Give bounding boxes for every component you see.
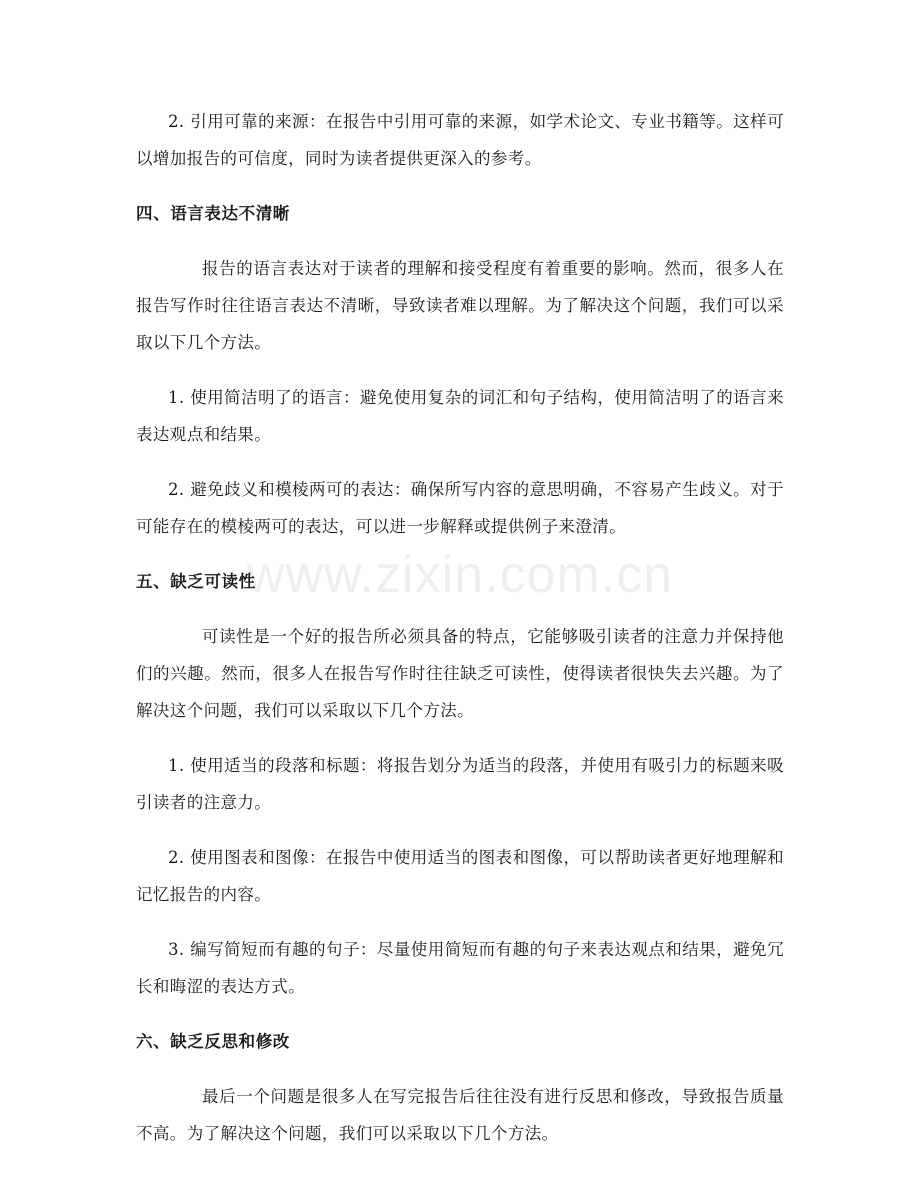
list-item: 1. 使用适当的段落和标题：将报告划分为适当的段落，并使用有吸引力的标题来吸引读者的注意力。 <box>136 756 784 812</box>
watermark: www.zixin.com.cn <box>246 546 674 604</box>
paragraph: 最后一个问题是很多人在写完报告后往往没有进行反思和修改，导致报告质量不高。为了解决这个问题，我们可以采取以下几个方法。 <box>136 1087 784 1143</box>
list-item: 3. 编写简短而有趣的句子：尽量使用简短而有趣的句子来表达观点和结果，避免冗长和晦涩的表达方式。 <box>136 940 784 996</box>
document-body <box>136 103 784 1170</box>
list-item: 2. 使用图表和图像：在报告中使用适当的图表和图像，可以帮助读者更好地理解和记忆报告的内容。 <box>136 848 784 904</box>
paragraph: 可读性是一个好的报告所必须具备的特点，它能够吸引读者的注意力并保持他们的兴趣。然而，很多人在报告写作时往往缺乏可读性，使得读者很快失去兴趣。为了解决这个问题，我们可以采取以下几个方法。 <box>136 627 784 720</box>
section-heading: 四、语言表达不清晰 <box>136 204 290 223</box>
section-heading: 六、缺乏反思和修改 <box>136 1032 290 1051</box>
paragraph: 报告的语言表达对于读者的理解和接受程度有着重要的影响。然而，很多人在报告写作时往往语言表达不清晰，导致读者难以理解。为了解决这个问题，我们可以采取以下几个方法。 <box>136 259 784 352</box>
list-item: 1. 使用简洁明了的语言：避免使用复杂的词汇和句子结构，使用简洁明了的语言来表达观点和结果。 <box>136 388 784 444</box>
list-item: 2. 避免歧义和模棱两可的表达：确保所写内容的意思明确，不容易产生歧义。对于可能存在的模棱两可的表达，可以进一步解释或提供例子来澄清。 <box>136 480 784 536</box>
section-heading: 五、缺乏可读性 <box>136 572 256 591</box>
list-item: 2. 引用可靠的来源：在报告中引用可靠的来源，如学术论文、专业书籍等。这样可以增加报告的可信度，同时为读者提供更深入的参考。 <box>136 112 784 168</box>
